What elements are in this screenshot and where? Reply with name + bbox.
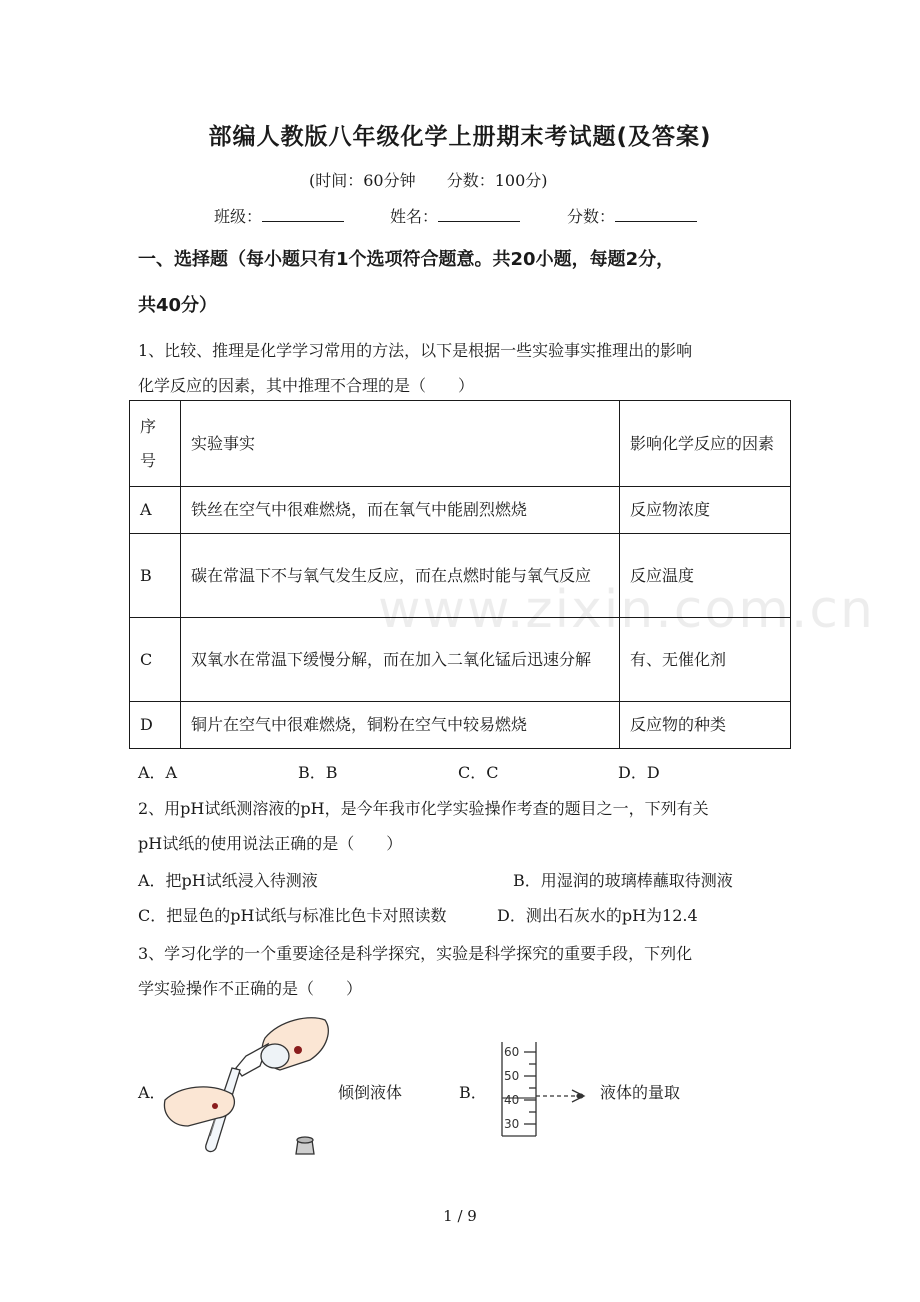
page-number: 1 / 9 — [443, 1207, 477, 1225]
q3-text-line1: 3、学习化学的一个重要途径是科学探究，实验是科学探究的重要手段，下列化 — [138, 944, 693, 963]
row-factor: 有、无催化剂 — [620, 618, 791, 702]
q2-text-line2: pH试纸的使用说法正确的是（ ） — [138, 834, 403, 853]
name-label: 姓名： — [390, 207, 439, 226]
page-title: 部编人教版八年级化学上册期末考试题(及答案) — [208, 124, 712, 150]
cylinder-tick-30: 30 — [504, 1117, 520, 1131]
q3-option-b-label[interactable]: B． — [459, 1083, 487, 1102]
row-id: B — [130, 534, 181, 618]
table-row — [130, 702, 791, 749]
q1-option-b[interactable]: B．B — [298, 763, 338, 782]
row-factor: 反应物的种类 — [620, 702, 791, 749]
q3-option-a-caption: 倾倒液体 — [338, 1083, 403, 1102]
section-heading-line2: 共40分） — [138, 295, 218, 316]
cylinder-tick-50: 50 — [504, 1069, 520, 1083]
q2-option-c[interactable]: C．把显色的pH试纸与标准比色卡对照读数 — [138, 906, 447, 925]
q3-option-b-caption: 液体的量取 — [600, 1083, 681, 1102]
row-factor: 反应物浓度 — [620, 487, 791, 534]
section-heading-line1: 一、选择题（每小题只有1个选项符合题意。共20小题，每题2分， — [138, 249, 675, 270]
name-field — [390, 204, 520, 227]
row-fact: 铜片在空气中很难燃烧，铜粉在空气中较易燃烧 — [181, 702, 620, 749]
row-id: D — [130, 702, 181, 749]
cylinder-tick-40: 40 — [504, 1093, 520, 1107]
row-fact: 铁丝在空气中很难燃烧，而在氧气中能剧烈燃烧 — [181, 487, 620, 534]
header-fact: 实验事实 — [181, 401, 620, 487]
row-fact: 双氧水在常温下缓慢分解，而在加入二氧化锰后迅速分解 — [181, 618, 620, 702]
watermark: www.zixin.com.cn — [378, 580, 875, 640]
header-id: 序号 — [130, 401, 181, 487]
q1-option-c[interactable]: C．C — [458, 763, 499, 782]
q2-option-a[interactable]: A．把pH试纸浸入待测液 — [138, 871, 318, 890]
graduated-cylinder-illustration — [496, 1040, 606, 1140]
q1-option-d[interactable]: D．D — [618, 763, 660, 782]
q1-text-line2: 化学反应的因素，其中推理不合理的是（ ） — [138, 376, 475, 395]
class-label: 班级： — [214, 207, 263, 226]
q3-option-a-label[interactable]: A． — [138, 1083, 166, 1102]
score-label: 分数： — [567, 207, 616, 226]
q3-text-line2: 学实验操作不正确的是（ ） — [138, 979, 363, 998]
table-row — [130, 487, 791, 534]
q2-option-b[interactable]: B．用湿润的玻璃棒蘸取待测液 — [513, 871, 733, 890]
q2-option-d[interactable]: D．测出石灰水的pH为12.4 — [497, 906, 698, 925]
cylinder-tick-60: 60 — [504, 1045, 520, 1059]
score-blank[interactable] — [615, 207, 697, 222]
row-factor: 反应温度 — [620, 534, 791, 618]
row-id: C — [130, 618, 181, 702]
row-fact: 碳在常温下不与氧气发生反应，而在点燃时能与氧气反应 — [181, 534, 620, 618]
exam-meta — [309, 168, 574, 191]
q1-table — [129, 400, 791, 749]
header-factor: 影响化学反应的因素 — [620, 401, 791, 487]
pouring-liquid-illustration — [160, 1008, 340, 1158]
score-field — [567, 204, 697, 227]
name-blank[interactable] — [438, 207, 520, 222]
class-field — [214, 204, 344, 227]
exam-time: (时间：60分钟 — [309, 171, 416, 190]
row-id: A — [130, 487, 181, 534]
exam-score: 分数：100分) — [446, 171, 548, 190]
q1-text-line1: 1、比较、推理是化学学习常用的方法，以下是根据一些实验事实推理出的影响 — [138, 341, 693, 360]
table-header-row — [130, 401, 791, 487]
q1-option-a[interactable]: A．A — [138, 763, 178, 782]
q2-text-line1: 2、用pH试纸测溶液的pH，是今年我市化学实验操作考查的题目之一，下列有关 — [138, 799, 709, 818]
class-blank[interactable] — [262, 207, 344, 222]
